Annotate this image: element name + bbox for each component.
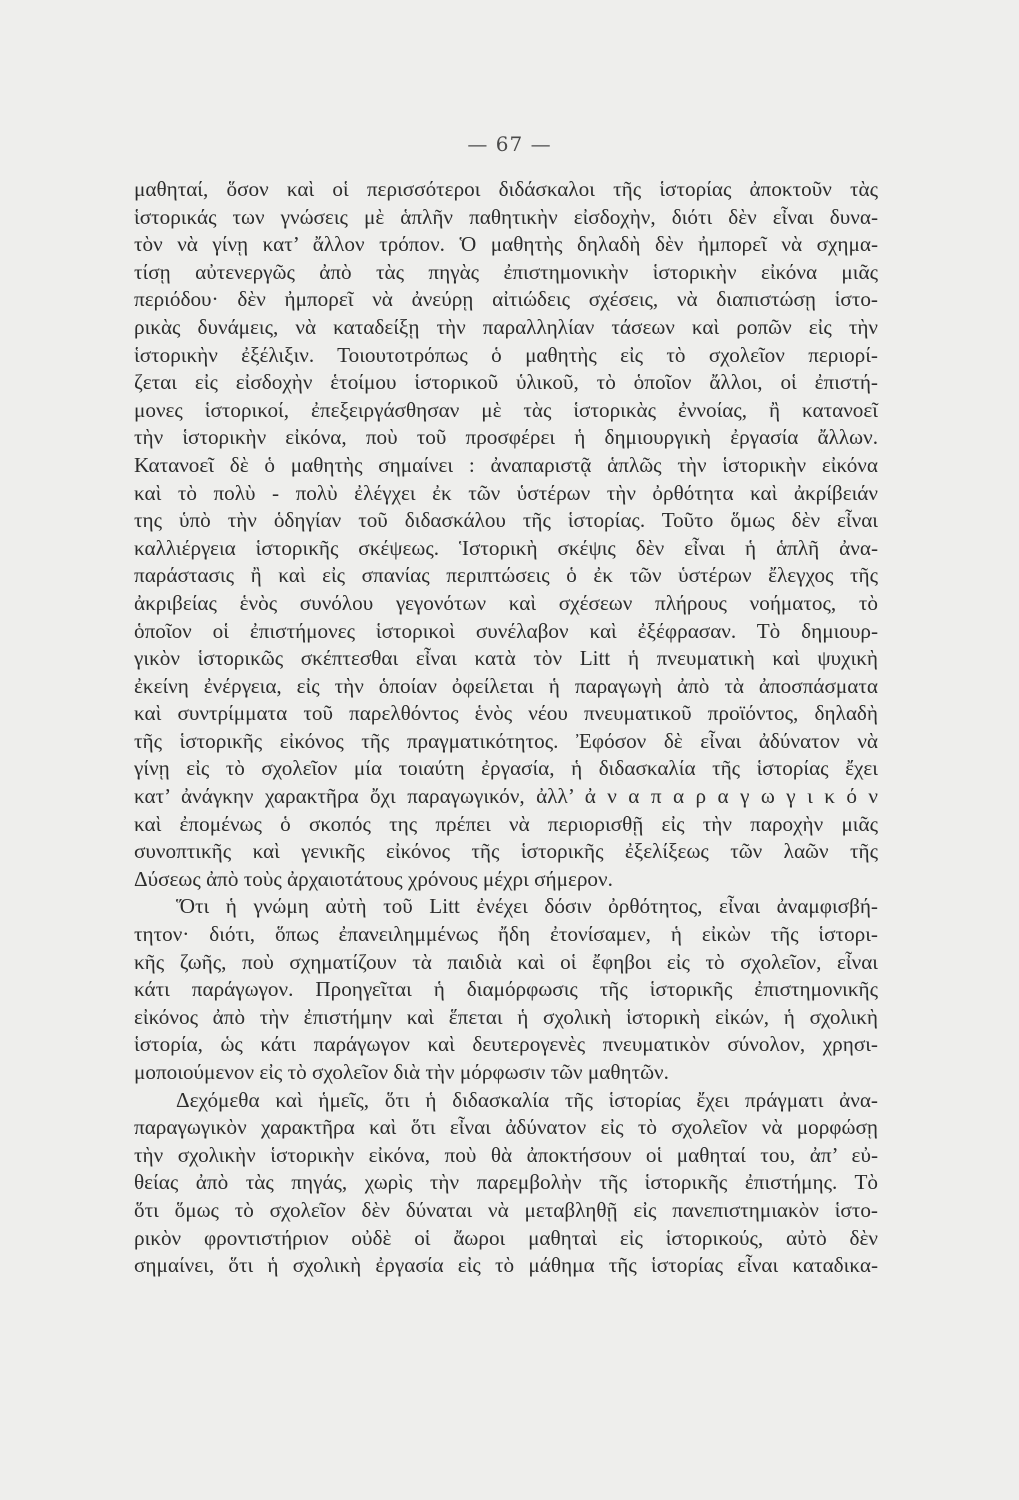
text-line: καὶ συντρίμματα τοῦ παρελθόντος ἑνὸς νέου πνευματικοῦ προϊόντος, δηλαδὴ (134, 701, 878, 726)
text-line: καὶ ἐπομένως ὁ σκοπός της πρέπει νὰ περιορισθῇ εἰς τὴν παροχὴν μιᾶς (134, 811, 878, 836)
text-line: ζεται εἰς εἰσδοχὴν ἑτοίμου ἱστορικοῦ ὑλικοῦ, τὸ ὁποῖον ἄλλοι, οἱ ἐπιστή- (134, 370, 878, 395)
text-line: τητον· διότι, ὅπως ἐπανειλημμένως ἤδη ἐτονίσαμεν, ἡ εἰκὼν τῆς ἱστορι- (134, 922, 878, 947)
text-line: εἰκόνος ἀπὸ τὴν ἐπιστήμην καὶ ἕπεται ἡ σχολικὴ ἱστορικὴ εἰκών, ἡ σχολικὴ (134, 1004, 878, 1029)
text-line: καλλιέργεια ἱστορικῆς σκέψεως. Ἱστορικὴ σκέψις δὲν εἶναι ἡ ἁπλῆ ἀνα- (134, 535, 878, 560)
text-line: Δύσεως ἀπὸ τοὺς ἀρχαιοτάτους χρόνους μέχρι σήμερον. (134, 866, 613, 891)
text-line: ἐκείνη ἐνέργεια, εἰς τὴν ὁποίαν ὀφείλεται ἡ παραγωγὴ ἀπὸ τὰ ἀποσπάσματα (134, 673, 878, 698)
text-line: ἱστορικὴν ἐξέλιξιν. Τοιουτοτρόπως ὁ μαθητὴς εἰς τὸ σχολεῖον περιορί- (134, 342, 878, 367)
text-line: τὸν νὰ γίνῃ κατ’ ἄλλον τρόπον. Ὁ μαθητὴς δηλαδὴ δὲν ἠμπορεῖ νὰ σχημα- (134, 232, 878, 257)
text-line: ὁποῖον οἱ ἐπιστήμονες ἱστορικοὶ συνέλαβον καὶ ἐξέφρασαν. Τὸ δημιουρ- (134, 618, 878, 643)
text-line: περιόδου· δὲν ἠμπορεῖ νὰ ἀνεύρῃ αἰτιώδεις σχέσεις, νὰ διαπιστώσῃ ἱστο- (134, 287, 878, 312)
text-line: ὅτι ὅμως τὸ σχολεῖον δὲν δύναται νὰ μεταβληθῇ εἰς πανεπιστημιακὸν ἱστο- (134, 1197, 878, 1222)
text-line: τὴν σχολικὴν ἱστορικὴν εἰκόνα, ποὺ θὰ ἀποκτήσουν οἱ μαθηταί του, ἀπ’ εὐ- (134, 1142, 878, 1167)
text-line: γίνῃ εἰς τὸ σχολεῖον μία τοιαύτη ἐργασία, ἡ διδασκαλία τῆς ἱστορίας ἔχει (134, 756, 878, 781)
text-line: τίσῃ αὐτενεργῶς ἀπὸ τὰς πηγὰς ἐπιστημονικὴν ἱστορικὴν εἰκόνα μιᾶς (134, 259, 878, 284)
text-line: καὶ τὸ πολὺ - πολὺ ἐλέγχει ἐκ τῶν ὑστέρων τὴν ὀρθότητα καὶ ἀκρίβειάν (134, 480, 878, 505)
text-line: σημαίνει, ὅτι ἡ σχολικὴ ἐργασία εἰς τὸ μάθημα τῆς ἱστορίας εἶναι καταδικα- (134, 1253, 878, 1278)
text-line: παράστασις ἢ καὶ εἰς σπανίας περιπτώσεις ὁ ἐκ τῶν ὑστέρων ἔλεγχος τῆς (134, 563, 878, 588)
text-line: τῆς ἱστορικῆς εἰκόνος τῆς πραγματικότητος. Ἐφόσον δὲ εἶναι ἀδύνατον νὰ (134, 728, 878, 753)
text-line: γικὸν ἱστορικῶς σκέπτεσθαι εἶναι κατὰ τὸν Litt ἡ πνευματικὴ καὶ ψυχικὴ (134, 646, 878, 671)
text-line: θείας ἀπὸ τὰς πηγάς, χωρὶς τὴν παρεμβολὴν τῆς ἱστορικῆς ἐπιστήμης. Τὸ (134, 1170, 878, 1195)
text-line: ἀκριβείας ἑνὸς συνόλου γεγονότων καὶ σχέσεων πλήρους νοήματος, τὸ (134, 590, 878, 615)
text-line: ἱστορικάς των γνώσεις μὲ ἁπλῆν παθητικὴν εἰσδοχὴν, διότι δὲν εἶναι δυνα- (134, 204, 878, 229)
text-line: ρικὰς δυνάμεις, νὰ καταδείξῃ τὴν παραλληλίαν τάσεων καὶ ροπῶν εἰς τὴν (134, 314, 878, 339)
text-line: ἱστορία, ὡς κάτι παράγωγον καὶ δευτερογενὲς πνευματικὸν σύνολον, χρησι- (134, 1032, 878, 1057)
text-line: συνοπτικῆς καὶ γενικῆς εἰκόνος τῆς ἱστορικῆς ἐξελίξεως τῶν λαῶν τῆς (134, 839, 878, 864)
text-line: Κατανοεῖ δὲ ὁ μαθητὴς σημαίνει : ἀναπαριστᾷ ἁπλῶς τὴν ἱστορικὴν εἰκόνα (134, 452, 878, 477)
text-line: παραγωγικὸν χαρακτῆρα καὶ ὅτι εἶναι ἀδύνατον εἰς τὸ σχολεῖον νὰ μορφώσῃ (134, 1115, 878, 1140)
text-line: ρικὸν φροντιστήριον οὐδὲ οἱ ἄωροι μαθηταὶ εἰς ἱστορικούς, αὐτὸ δὲν (134, 1225, 878, 1250)
page-number: — 67 — (467, 132, 552, 156)
paragraph (134, 893, 878, 1086)
paragraph (134, 176, 878, 893)
text-line: Δεχόμεθα καὶ ἡμεῖς, ὅτι ἡ διδασκαλία τῆς ἱστορίας ἔχει πράγματι ἀνα- (176, 1087, 878, 1112)
text-line: της ὑπὸ τὴν ὁδηγίαν τοῦ διδασκάλου τῆς ἱστορίας. Τοῦτο ὅμως δὲν εἶναι (134, 508, 878, 533)
text-line: τὴν ἱστορικὴν εἰκόνα, ποὺ τοῦ προσφέρει ἡ δημιουργικὴ ἐργασία ἄλλων. (134, 425, 878, 450)
paragraph (134, 1087, 878, 1280)
text-line: Ὅτι ἡ γνώμη αὐτὴ τοῦ Litt ἐνέχει δόσιν ὀρθότητος, εἶναι ἀναμφισβή- (176, 894, 878, 919)
body-text (134, 176, 878, 1280)
text-line: μονες ἱστορικοί, ἐπεξειργάσθησαν μὲ τὰς ἱστορικὰς ἐννοίας, ἢ κατανοεῖ (134, 397, 878, 422)
text-line: κάτι παράγωγον. Προηγεῖται ἡ διαμόρφωσις τῆς ἱστορικῆς ἐπιστημονικῆς (134, 977, 878, 1002)
text-line: μαθηταί, ὅσον καὶ οἱ περισσότεροι διδάσκαλοι τῆς ἱστορίας ἀποκτοῦν τὰς (134, 177, 878, 201)
text-line: κατ’ ἀνάγκην χαρακτῆρα ὄχι παραγωγικόν, ἀλλ’ ἀ ν α π α ρ α γ ω γ ι κ ό ν (134, 784, 878, 809)
text-line: μοποιούμενον εἰς τὸ σχολεῖον διὰ τὴν μόρφωσιν τῶν μαθητῶν. (134, 1060, 669, 1084)
text-line: κῆς ζωῆς, ποὺ σχηματίζουν τὰ παιδιὰ καὶ οἱ ἔφηβοι εἰς τὸ σχολεῖον, εἶναι (134, 949, 878, 974)
